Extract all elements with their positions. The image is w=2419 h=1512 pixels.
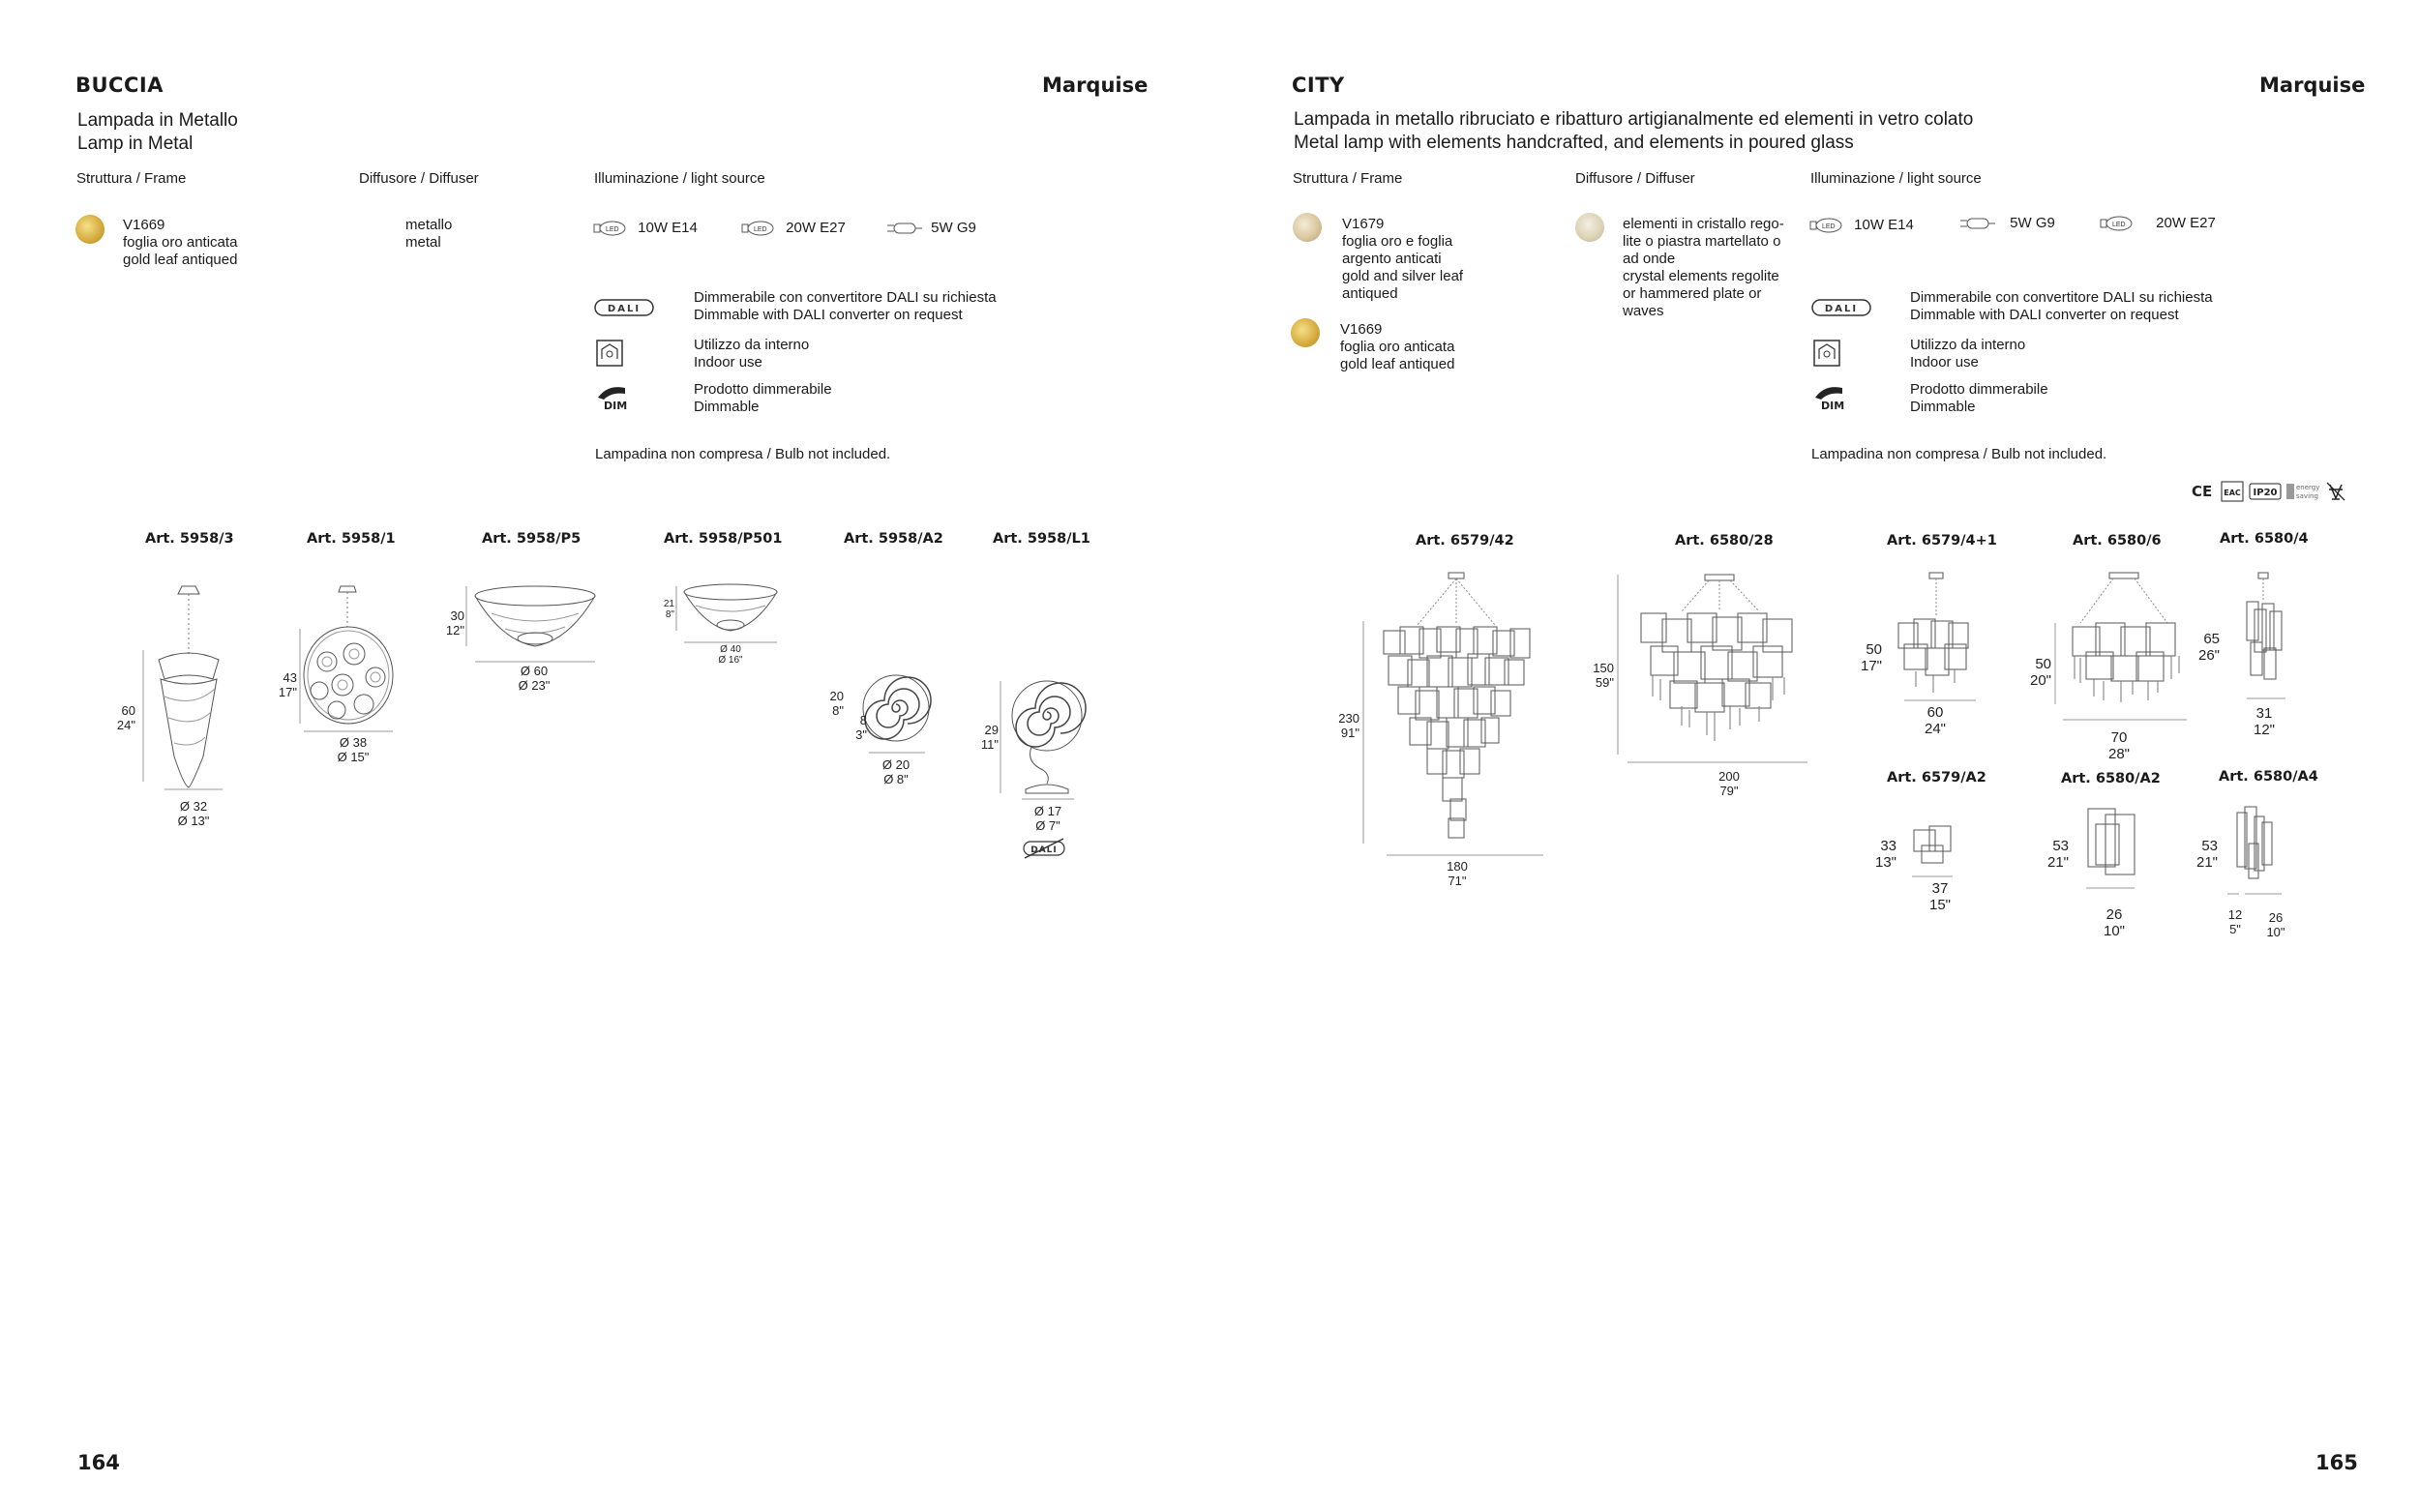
dim-width (2085, 906, 2143, 939)
wall-spiral-drawing (855, 667, 942, 755)
chandelier-wide-drawing (1614, 571, 1817, 764)
ip20-mark-icon: IP20 (2253, 488, 2278, 498)
pendant-sphere-drawing (290, 582, 406, 737)
diffuser-header: Diffusore / Diffuser (1575, 170, 1695, 187)
dim-in: 5" (2229, 922, 2241, 936)
dali-badge-text: DALI (1030, 845, 1058, 855)
ceiling-bowl-drawing (463, 580, 608, 667)
dim-in: 12" (445, 623, 464, 637)
dali-icon (1811, 297, 1871, 318)
chandelier-small-drawing (1887, 571, 1984, 706)
article-label: Art. 5958/1 (307, 531, 396, 547)
dim-in: 20" (2029, 672, 2051, 689)
diffuser-line: lite o piastra martellato o (1623, 233, 1781, 250)
ceiling-small-bowl-drawing (672, 580, 789, 648)
dim-width (1428, 859, 1486, 888)
dim-height (975, 723, 999, 752)
feature-indoor (694, 337, 809, 371)
light-source-label: 5W G9 (931, 220, 976, 237)
dim-in: Ø 16" (718, 655, 743, 666)
article-label: Art. 5958/P5 (482, 531, 582, 547)
led-bulb-icon (741, 221, 776, 236)
feature-it: Dimmerabile con convertitore DALI su richiesta (694, 289, 997, 306)
article-label: Art. 6579/4+1 (1887, 533, 1997, 548)
dim-cm: 37 (1931, 880, 1949, 897)
dim-width (2090, 729, 2148, 762)
dim-height (263, 670, 297, 699)
feature-dali (1910, 289, 2213, 324)
dim-in: 59" (1595, 675, 1614, 690)
diffuser-line: or hammered plate or (1623, 285, 1762, 302)
dim-in: Ø 7" (1035, 818, 1060, 833)
finish-code: V1679 (1342, 216, 1385, 232)
frame-finish-2 (1340, 321, 1454, 373)
light-source-label: 10W E14 (638, 220, 698, 237)
finish-it: foglia oro anticata (1340, 339, 1455, 355)
dim-cm: 180 (1447, 859, 1468, 874)
svg-text:DIM: DIM (604, 400, 628, 411)
dim-cm: 33 (1880, 838, 1896, 854)
dim-in: 79" (1719, 784, 1739, 798)
dim-in: 13" (1874, 854, 1896, 871)
feature-dimmable (1910, 381, 2048, 416)
energy-saving-label: saving (2296, 492, 2318, 500)
dim-in: 17" (1860, 658, 1882, 674)
dim-cm: Ø 20 (881, 757, 911, 772)
dim-in: Ø 15" (337, 750, 370, 764)
dim-cm: Ø 17 (1033, 804, 1062, 818)
dim-width (1911, 880, 1969, 913)
svg-text:LED: LED (1822, 223, 1836, 231)
frame-finish (123, 217, 237, 269)
dim-diameter (702, 644, 760, 666)
light-source-3 (2100, 215, 2216, 232)
article-label: Art. 6580/A4 (2219, 769, 2318, 785)
dim-cm: 230 (1338, 711, 1359, 726)
light-source-label: 20W E27 (786, 220, 846, 237)
svg-text:DALI: DALI (607, 304, 642, 314)
dim-cm: 26 (2105, 906, 2123, 923)
dim-height (2191, 631, 2220, 664)
dim-height (441, 608, 464, 637)
dim-in: 71" (1448, 874, 1467, 888)
ce-mark-icon: CE (2192, 483, 2213, 500)
svg-text:LED: LED (754, 226, 767, 234)
diffuser-material (1623, 216, 1784, 320)
dim-diameter (1019, 804, 1077, 833)
dim-in: 8" (665, 609, 674, 620)
dim-in: 24" (116, 718, 135, 732)
led-bulb-icon (593, 221, 628, 236)
light-source-1 (1809, 217, 1914, 234)
article-label: Art. 6580/A2 (2061, 771, 2161, 786)
dim-cm: 31 (2255, 705, 2273, 722)
dim-in: 10" (2103, 923, 2125, 939)
finish-line: argento anticati (1342, 251, 1442, 267)
article-label: Art. 6579/42 (1416, 533, 1514, 548)
dim-icon (1813, 384, 1846, 411)
wall-lamp-rect-drawing (2076, 803, 2154, 900)
dim-in: 3" (855, 727, 867, 742)
feature-indoor (1910, 337, 2025, 371)
article-label: Art. 6580/6 (2073, 533, 2162, 548)
svg-text:LED: LED (2112, 222, 2126, 229)
brand-name: Marquise (2259, 74, 2366, 97)
dim-cm: 8 (859, 713, 867, 727)
page-number: 164 (77, 1451, 120, 1474)
finish-code: V1669 (123, 217, 165, 233)
energy-saving-icon: energy (2296, 484, 2320, 491)
article-label: Art. 6579/A2 (1887, 770, 1986, 786)
dim-in: 26" (2197, 647, 2220, 664)
feature-en: Dimmable with DALI converter on request (694, 307, 963, 323)
finish-line: antiqued (1342, 285, 1398, 302)
dim-cm: 53 (2052, 838, 2069, 854)
dim-diameter (505, 664, 563, 693)
finish-it: foglia oro anticata (123, 234, 238, 251)
dim-width (2247, 910, 2305, 939)
frame-header: Struttura / Frame (76, 170, 187, 187)
feature-en: Indoor use (1910, 354, 1979, 371)
dim-cm: 53 (2201, 838, 2218, 854)
dim-cm: Ø 60 (520, 664, 549, 678)
article-label: Art. 6580/4 (2220, 531, 2309, 547)
wall-lamp-small-drawing (1904, 822, 1982, 880)
dim-in: 21" (2195, 854, 2218, 871)
bulb-note: Lampadina non compresa / Bulb not included. (595, 446, 891, 462)
subtitle-it: Lampada in Metallo (77, 110, 238, 131)
gold-leaf-swatch (1291, 318, 1320, 347)
dim-in: 21" (2046, 854, 2069, 871)
light-source-label: 5W G9 (2010, 215, 2055, 232)
dim-in: 12" (2253, 722, 2275, 738)
g9-bulb-icon (886, 221, 923, 236)
dim-cm: 70 (2110, 729, 2128, 746)
dali-icon (594, 297, 654, 318)
table-lamp-spiral-drawing (997, 675, 1093, 803)
article-label: Art. 5958/L1 (993, 531, 1090, 547)
finish-line: foglia oro e foglia (1342, 233, 1453, 250)
eac-mark-icon: EAC (2224, 489, 2241, 497)
bulb-note: Lampadina non compresa / Bulb not included. (1811, 446, 2107, 462)
dali-badge (1021, 838, 1067, 859)
diffuser-line: crystal elements regolite (1623, 268, 1779, 284)
g9-bulb-icon (1959, 216, 1996, 231)
light-source-label: 10W E14 (1854, 217, 1914, 234)
article-label: Art. 5958/P501 (664, 531, 783, 547)
svg-text:DIM: DIM (1821, 400, 1845, 411)
dim-cm: Ø 32 (179, 799, 208, 814)
dim-in: 10" (2266, 925, 2285, 939)
brand-name: Marquise (1042, 74, 1149, 97)
dim-cm: 50 (2035, 656, 2051, 672)
feature-it: Utilizzo da interno (1910, 337, 2026, 353)
dim-height (1853, 641, 1882, 674)
diffuser-line: elementi in cristallo rego- (1623, 216, 1784, 232)
dim-cm: 200 (1718, 769, 1740, 784)
article-label: Art. 5958/A2 (844, 531, 943, 547)
finish-en: gold leaf antiqued (123, 252, 238, 268)
article-label: Art. 6580/28 (1675, 533, 1774, 548)
dim-cm: 60 (121, 703, 135, 718)
light-source-header: Illuminazione / light source (594, 170, 765, 187)
diffuser-en: metal (405, 234, 441, 251)
dim-in: 17" (278, 685, 297, 699)
finish-code: V1669 (1340, 321, 1383, 338)
diffuser-material (405, 217, 452, 252)
dim-cm: 21 (663, 599, 674, 609)
diffuser-line: waves (1623, 303, 1664, 319)
subtitle-it: Lampada in metallo ribruciato e ribatturo artigianalmente ed elementi in vetro colato (1294, 109, 1974, 130)
dim-height (655, 599, 674, 620)
dim-cm: 60 (1926, 704, 1944, 721)
dim-cm: 30 (450, 608, 464, 623)
dim-in: Ø 23" (518, 678, 551, 693)
indoor-icon (596, 340, 623, 367)
light-source-1 (593, 220, 698, 237)
dim-in: Ø 13" (177, 814, 210, 828)
dim-cm: Ø 40 (720, 644, 741, 655)
dim-height (1329, 711, 1359, 740)
light-source-2 (1959, 215, 2055, 232)
dim-cm: 29 (984, 723, 999, 737)
feature-en: Dimmable with DALI converter on request (1910, 307, 2179, 323)
svg-text:DALI: DALI (1824, 304, 1859, 314)
dim-height (2040, 838, 2069, 871)
dim-cm: 65 (2203, 631, 2220, 647)
diffuser-header: Diffusore / Diffuser (359, 170, 479, 187)
light-source-3 (886, 220, 976, 237)
page-number: 165 (2315, 1451, 2358, 1474)
feature-en: Dimmable (694, 399, 760, 415)
subtitle-en: Metal lamp with elements handcrafted, and elements in poured glass (1294, 133, 1854, 153)
dim-in: 8" (832, 703, 844, 718)
dim-cm: 12 (2227, 907, 2243, 922)
dim-in: 28" (2107, 746, 2130, 762)
feature-it: Utilizzo da interno (694, 337, 810, 353)
chandelier-large-drawing (1359, 571, 1553, 861)
dim-cm: 26 (2268, 910, 2284, 925)
product-title: CITY (1292, 74, 1345, 97)
light-source-label: 20W E27 (2156, 215, 2216, 232)
chandelier-rectangular-drawing (2051, 571, 2196, 726)
finish-en: gold leaf antiqued (1340, 356, 1455, 372)
dim-height (1583, 661, 1614, 690)
feature-dali (694, 289, 997, 324)
pendant-cone-drawing (135, 582, 242, 795)
dim-width (2235, 705, 2293, 738)
svg-text:LED: LED (606, 226, 619, 234)
frame-finish-1 (1342, 216, 1463, 303)
wall-lamp-vertical-drawing (2224, 803, 2301, 909)
certifications (2190, 480, 2354, 503)
dim-width (1700, 769, 1758, 798)
gold-leaf-swatch (75, 215, 105, 244)
dim-in: 11" (980, 737, 999, 752)
dim-in: 91" (1340, 726, 1359, 740)
feature-en: Indoor use (694, 354, 762, 371)
feature-it: Prodotto dimmerabile (1910, 381, 2048, 398)
dim-diameter (164, 799, 223, 828)
feature-dimmable (694, 381, 832, 416)
dim-cm: Ø 38 (339, 735, 368, 750)
dim-diameter (324, 735, 382, 764)
dim-in: 24" (1924, 721, 1946, 737)
led-bulb-icon (2100, 216, 2135, 231)
feature-it: Prodotto dimmerabile (694, 381, 832, 398)
pendant-vertical-drawing (2225, 571, 2303, 706)
subtitle-en: Lamp in Metal (77, 133, 194, 154)
diffuser-line: ad onde (1623, 251, 1676, 267)
dim-icon (596, 384, 629, 411)
dim-cm: 50 (1866, 641, 1882, 658)
dim-in: 15" (1928, 897, 1951, 913)
dim-height (821, 689, 844, 718)
frame-header: Struttura / Frame (1293, 170, 1403, 187)
dim-cm: 20 (829, 689, 844, 703)
diffuser-it: metallo (405, 217, 453, 233)
dim-cm: 43 (283, 670, 297, 685)
dim-diameter (867, 757, 925, 786)
led-bulb-icon (1809, 218, 1844, 233)
article-label: Art. 5958/3 (145, 531, 234, 547)
dim-height (2189, 838, 2218, 871)
gold-silver-leaf-swatch (1293, 213, 1322, 242)
feature-it: Dimmerabile con convertitore DALI su richiesta (1910, 289, 2213, 306)
dim-in: Ø 8" (883, 772, 909, 786)
dim-cm: 150 (1593, 661, 1614, 675)
dim-width (1906, 704, 1964, 737)
crystal-swatch (1575, 213, 1604, 242)
dim-height (2022, 656, 2051, 689)
dim-projection (851, 713, 867, 742)
indoor-icon (1813, 340, 1840, 367)
dim-height (108, 703, 135, 732)
light-source-2 (741, 220, 846, 237)
dim-height (1867, 838, 1896, 871)
light-source-header: Illuminazione / light source (1810, 170, 1982, 187)
feature-en: Dimmable (1910, 399, 1976, 415)
product-title: BUCCIA (75, 74, 164, 97)
finish-line: gold and silver leaf (1342, 268, 1464, 284)
